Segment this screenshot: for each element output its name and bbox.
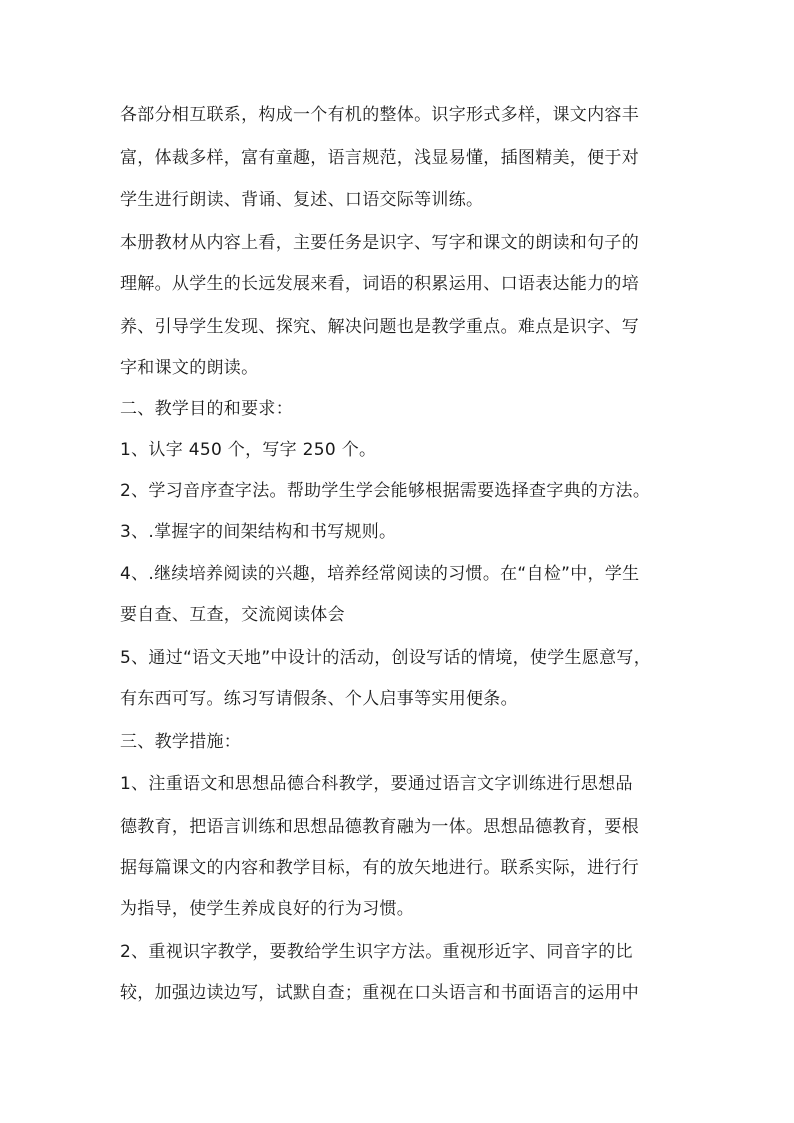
text-line: 养、引导学生发现、探究、解决问题也是教学重点。难点是识字、写 [120,317,639,337]
text-line: 要自查、互查，交流阅读体会 [120,605,345,625]
text-line: 字和课文的朗读。 [120,358,259,378]
text-line: 各部分相互联系，构成一个有机的整体。识字形式多样，课文内容丰 [120,105,639,125]
list-item: 1、注重语文和思想品德合科教学，要通过语言文字训练进行思想品 [120,774,633,794]
text-line: 为指导，使学生养成良好的行为习惯。 [120,899,415,919]
text-line: 本册教材从内容上看，主要任务是识字、写字和课文的朗读和句子的 [120,233,639,253]
list-item: 4、.继续培养阅读的兴趣，培养经常阅读的习惯。在“自检”中，学生 [120,564,640,584]
section-heading: 二、教学目的和要求： [120,399,293,419]
list-item: 3、.掌握字的间架结构和书写规则。 [120,522,397,542]
text-line: 学生进行朗读、背诵、复述、口语交际等训练。 [120,190,484,210]
text-line: 较，加强边读边写，试默自查；重视在口头语言和书面语言的运用中 [120,983,639,1003]
list-item: 1、认字 450 个，写字 250 个。 [120,440,377,460]
section-heading: 三、教学措施： [120,732,242,752]
text-line: 据每篇课文的内容和教学目标，有的放矢地进行。联系实际，进行行 [120,858,639,878]
text-line: 德教育，把语言训练和思想品德教育融为一体。思想品德教育，要根 [120,817,639,837]
text-line: 富，体裁多样，富有童趣，语言规范，浅显易懂，插图精美，便于对 [120,148,639,168]
text-line: 有东西可写。练习写请假条、个人启事等实用便条。 [120,689,518,709]
list-item: 2、重视识字教学，要教给学生识字方法。重视形近字、同音字的比 [120,942,633,962]
list-item: 5、通过“语文天地”中设计的活动，创设写话的情境，使学生愿意写， [120,648,652,668]
list-item: 2、学习音序查字法。帮助学生学会能够根据需要选择查字典的方法。 [120,481,651,501]
text-line: 理解。从学生的长远发展来看，词语的积累运用、口语表达能力的培 [120,274,639,294]
